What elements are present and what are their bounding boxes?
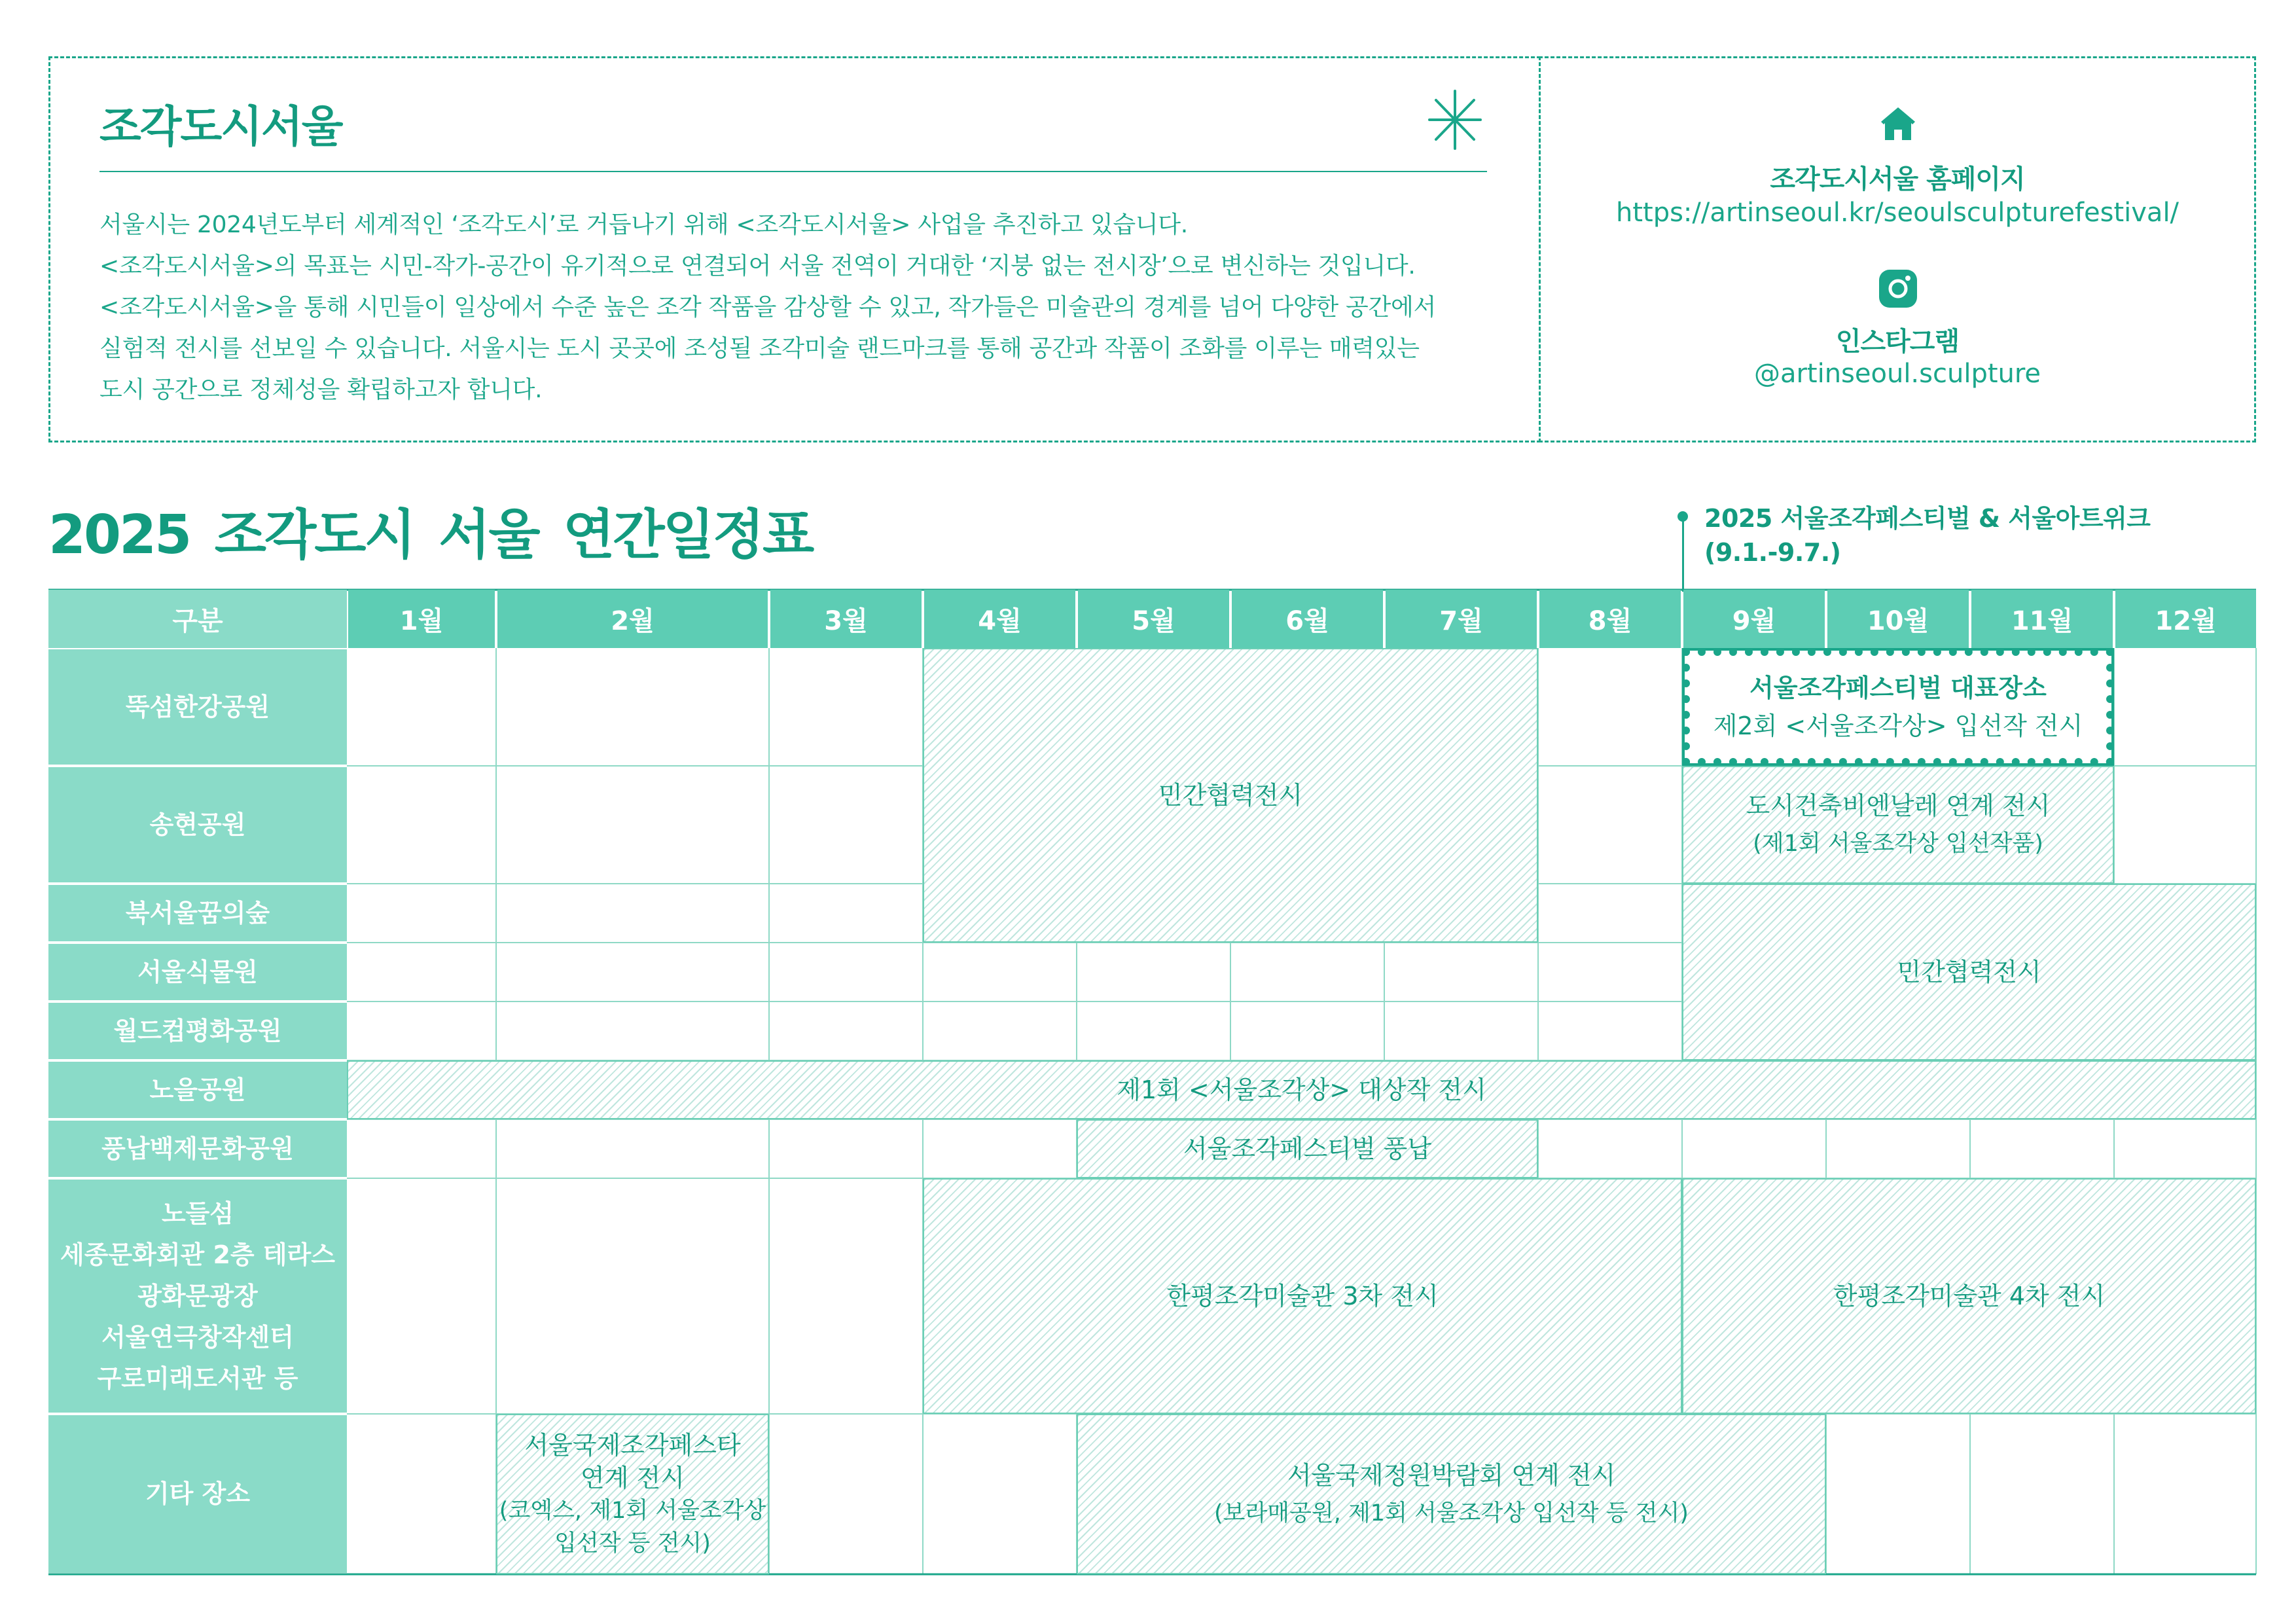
header-month-7: 7월 [1386, 590, 1537, 648]
event-coex-festa [496, 1414, 769, 1574]
featured-subtitle: 제2회 <서울조각상> 입선작 전시 [1713, 712, 2083, 740]
event-pungnap-festival: 서울조각페스티벌 풍납 [1077, 1119, 1538, 1178]
biennale-title: 도시건축비엔날레 연계 전시 [1746, 791, 2051, 820]
homepage-label: 조각도시서울 홈페이지 [1770, 164, 2025, 194]
intro-line: <조각도시서울>의 목표는 시민-작가-공간이 유기적으로 연결되어 서울 전역이 거대한 ‘지붕 없는 전시장’으로 변신하는 것입니다. [99, 253, 1416, 280]
header-month-10: 10월 [1827, 590, 1969, 648]
header-month-11: 11월 [1971, 590, 2113, 648]
coex-line: 연계 전시 [581, 1463, 685, 1492]
header-month-3: 3월 [770, 590, 922, 648]
header-month-8: 8월 [1539, 590, 1681, 648]
row-header-bukseoul: 북서울꿈의숲 [48, 885, 347, 941]
instagram-handle[interactable]: @artinseoul.sculpture [1753, 359, 2041, 389]
row-header-noeul: 노을공원 [48, 1062, 347, 1118]
schedule-title: 2025 조각도시 서울 연간일정표 [48, 504, 813, 566]
intro-line: 서울시는 2024년도부터 세계적인 ‘조각도시’로 거듭나기 위해 <조각도시서울> 사업을 추진하고 있습니다. [99, 211, 1188, 238]
coex-line: 입선작 등 전시) [554, 1530, 711, 1557]
biennale-subtitle: (제1회 서울조각상 입선작품) [1753, 831, 2043, 857]
featured-title: 서울조각페스티벌 대표장소 [1749, 674, 2047, 702]
intro-title: 조각도시서울 [99, 101, 342, 152]
header-month-9: 9월 [1683, 590, 1825, 648]
event-garden-expo [1077, 1414, 1826, 1574]
row-header-line: 세종문화회관 2층 테라스 [60, 1240, 335, 1269]
row-header-pungnap: 풍납백제문화공원 [48, 1121, 347, 1177]
intro-line: 도시 공간으로 정체성을 확립하고자 합니다. [99, 376, 543, 403]
row-header-line: 서울연극창작센터 [101, 1322, 294, 1352]
header-corner: 구분 [48, 590, 347, 648]
event-private-exhibit-b: 민간협력전시 [1682, 884, 2256, 1060]
garden-subtitle: (보라매공원, 제1회 서울조각상 입선작 등 전시) [1214, 1500, 1689, 1526]
header-month-12: 12월 [2115, 590, 2256, 648]
row-header-ttukseom: 뚝섬한강공원 [48, 649, 347, 765]
event-featured-venue [1682, 648, 2114, 766]
row-header-line: 광화문광장 [137, 1281, 258, 1310]
row-header-other: 기타 장소 [48, 1415, 347, 1573]
instagram-label: 인스타그램 [1835, 327, 1960, 357]
row-header-line: 구로미래도서관 등 [97, 1363, 298, 1393]
event-hanpyeong-3: 한평조각미술관 3차 전시 [923, 1178, 1682, 1414]
header-month-2: 2월 [497, 590, 768, 648]
event-hanpyeong-4: 한평조각미술관 4차 전시 [1682, 1178, 2256, 1414]
intro-line: <조각도시서울>을 통해 시민들이 일상에서 수준 높은 조각 작품을 감상할 수 있고, 작가들은 미술관의 경계를 넘어 다양한 공간에서 [99, 294, 1436, 321]
festival-note-dates: (9.1.-9.7.) [1704, 538, 1841, 567]
row-header-songhyeon: 송현공원 [48, 767, 347, 882]
header-month-4: 4월 [924, 590, 1075, 648]
header-month-5: 5월 [1078, 590, 1229, 648]
event-private-exhibit-a: 민간협력전시 [923, 648, 1538, 943]
event-biennale [1682, 766, 2114, 884]
homepage-url[interactable]: https://artinseoul.kr/seoulsculpturefestival/ [1615, 198, 2179, 228]
intro-line: 실험적 전시를 선보일 수 있습니다. 서울시는 도시 곳곳에 조성될 조각미술 랜드마크를 통해 공간과 작품이 조화를 이루는 매력있는 [99, 335, 1420, 362]
row-header-line: 노들섬 [161, 1199, 234, 1228]
header-month-1: 1월 [348, 590, 495, 648]
row-header-botanic: 서울식물원 [48, 944, 347, 1000]
festival-note-title: 2025 서울조각페스티벌 & 서울아트위크 [1704, 504, 2151, 533]
header-month-6: 6월 [1232, 590, 1383, 648]
row-header-nodeul-group [48, 1180, 347, 1413]
row-header-worldcup: 월드컵평화공원 [48, 1003, 347, 1059]
garden-title: 서울국제정원박람회 연계 전시 [1287, 1460, 1616, 1490]
coex-line: (코엑스, 제1회 서울조각상 [499, 1497, 766, 1524]
event-noeul-grand-prize: 제1회 <서울조각상> 대상작 전시 [347, 1060, 2256, 1119]
coex-line: 서울국제조각페스타 [524, 1430, 741, 1460]
